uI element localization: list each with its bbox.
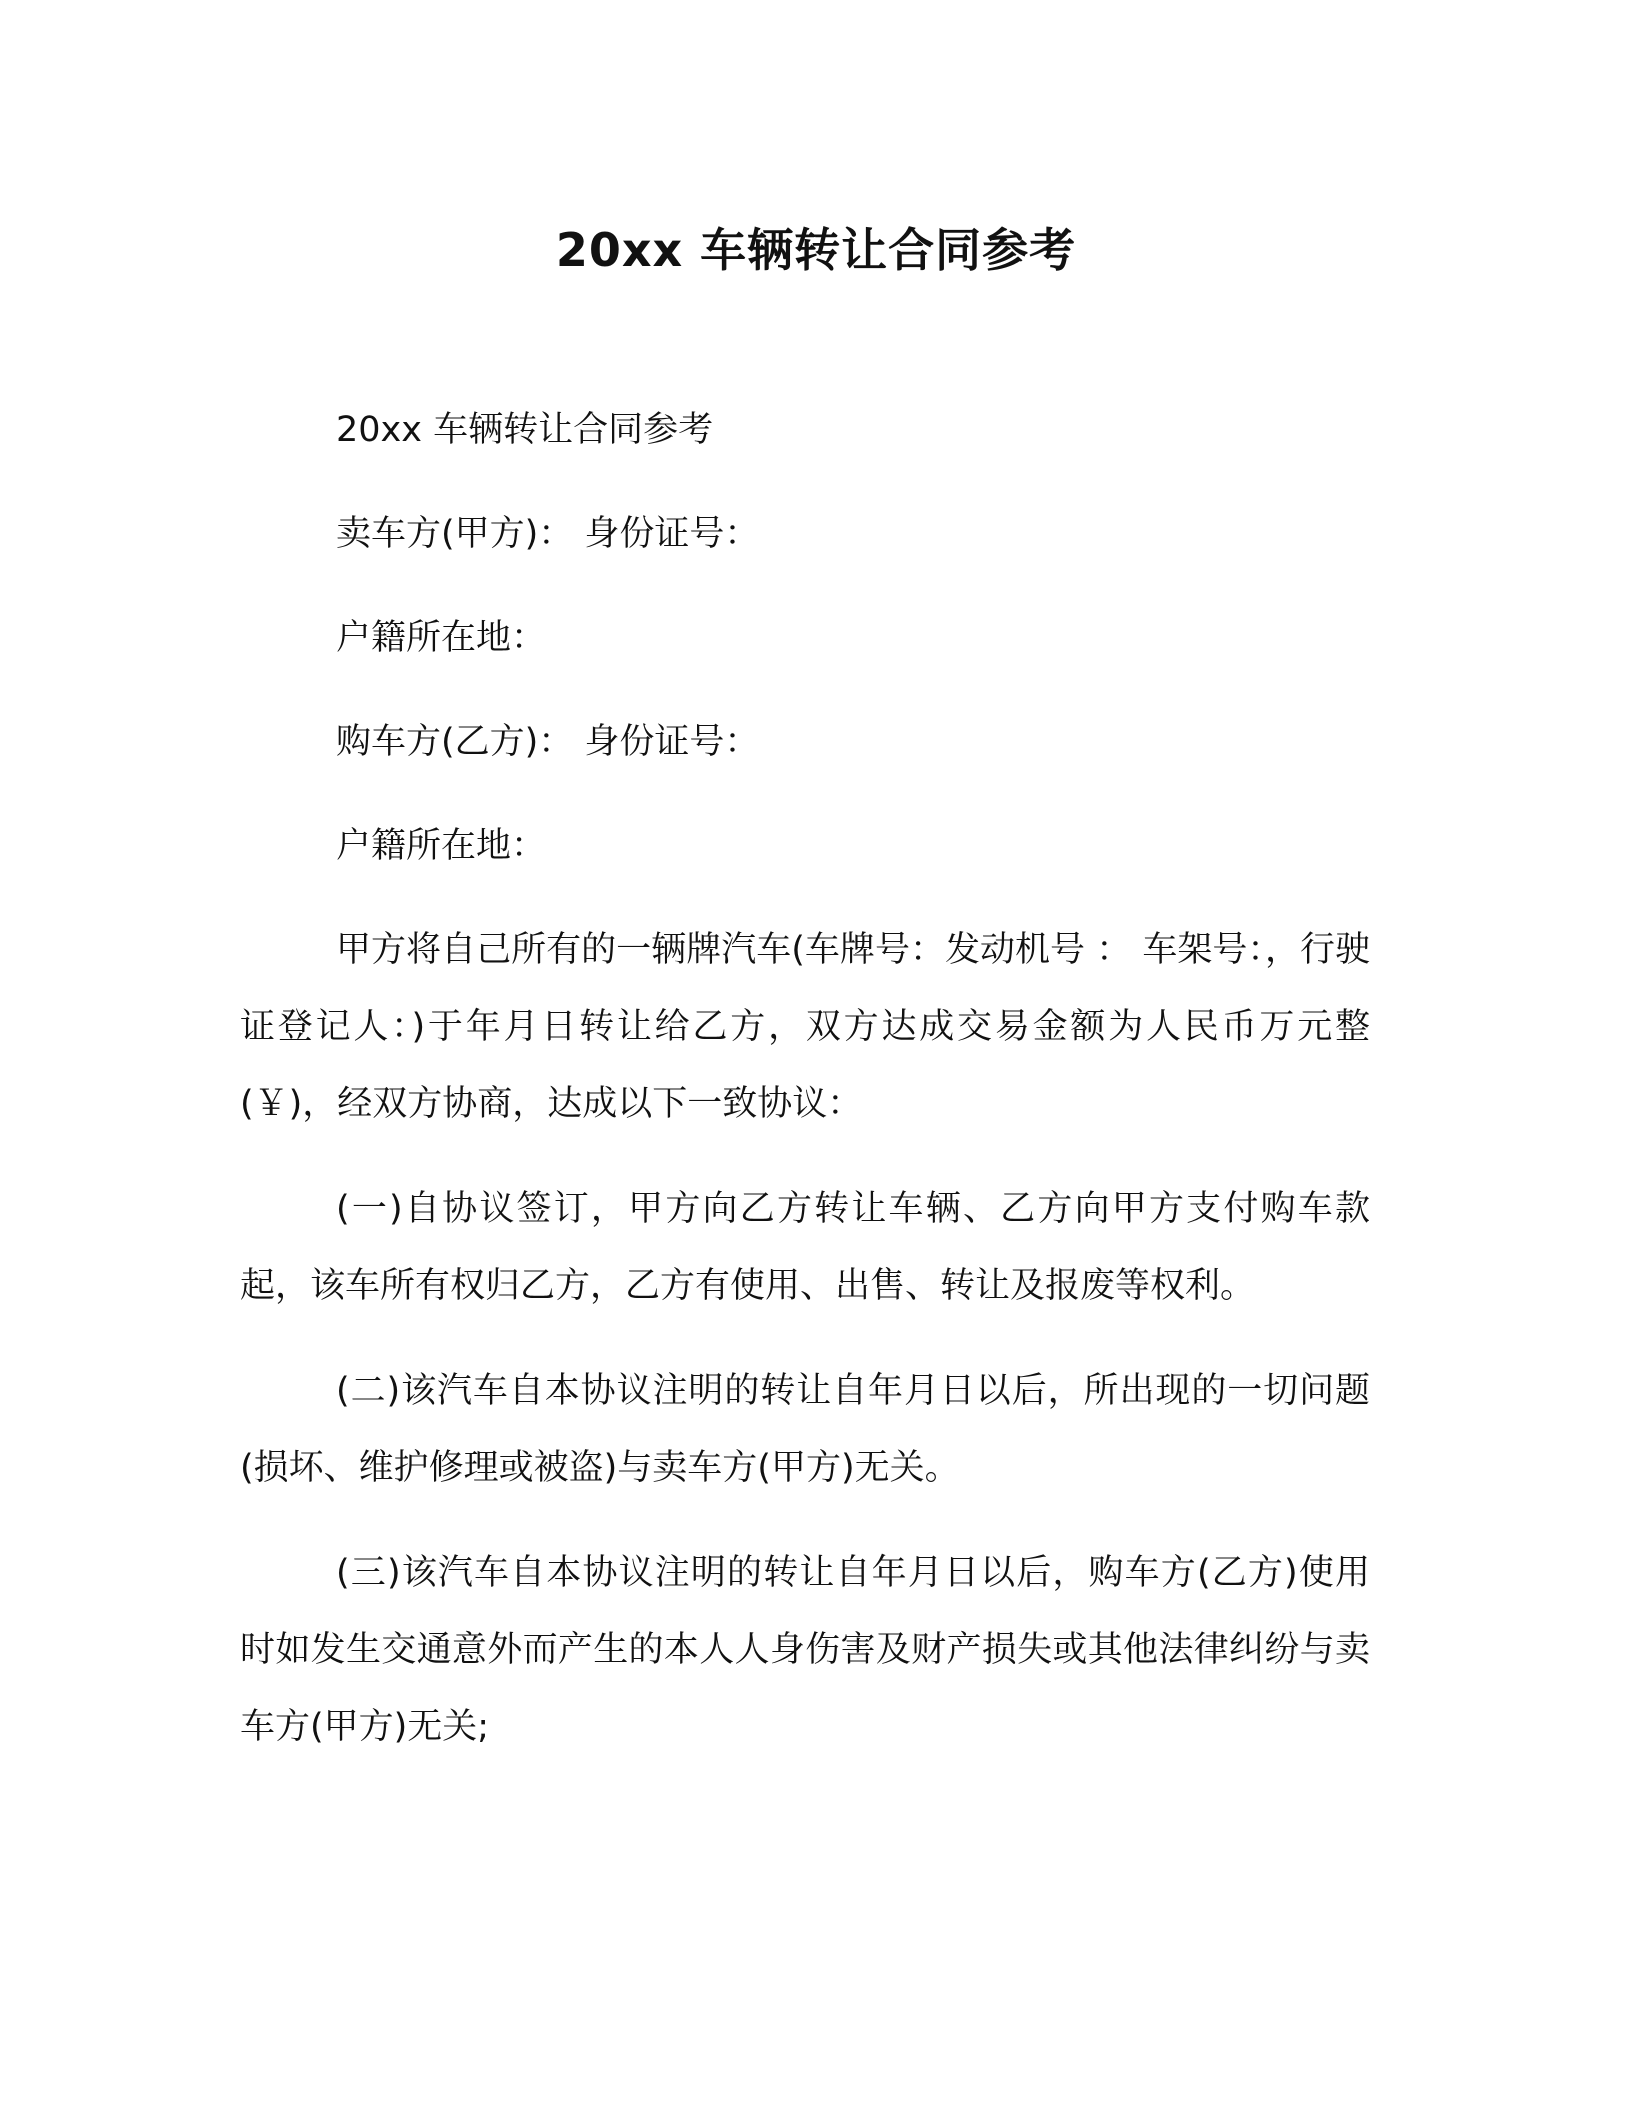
- paragraph-clause-1: (一)自协议签订，甲方向乙方转让车辆、乙方向甲方支付购车款起，该车所有权归乙方，乙方有使用、出售、转让及报废等权利。: [240, 1189, 1370, 1306]
- paragraph-seller-residence: 户籍所在地：: [336, 618, 547, 658]
- paragraph-seller: 卖车方(甲方)： 身份证号：: [336, 514, 760, 554]
- paragraph-clause-3: (三)该汽车自本协议注明的转让自年月日以后，购车方(乙方)使用时如发生交通意外而产生的本人人身伤害及财产损失或其他法律纠纷与卖车方(甲方)无关;: [240, 1553, 1370, 1747]
- paragraph-buyer-residence: 户籍所在地：: [336, 826, 547, 866]
- document-body: [240, 392, 1370, 1794]
- paragraph-subtitle: 20xx 车辆转让合同参考: [336, 410, 714, 450]
- paragraph-clause-2: (二)该汽车自本协议注明的转让自年月日以后，所出现的一切问题(损坏、维护修理或被盗)与卖车方(甲方)无关。: [240, 1371, 1370, 1488]
- paragraph-agreement-intro: 甲方将自己所有的一辆牌汽车(车牌号：发动机号 ： 车架号：，行驶证登记人：)于年月日转让给乙方，双方达成交易金额为人民币万元整(￥)，经双方协商，达成以下一致协议：: [240, 930, 1370, 1124]
- document-title: 20xx 车辆转让合同参考: [555, 223, 1077, 277]
- paragraph-buyer: 购车方(乙方)： 身份证号：: [336, 722, 760, 762]
